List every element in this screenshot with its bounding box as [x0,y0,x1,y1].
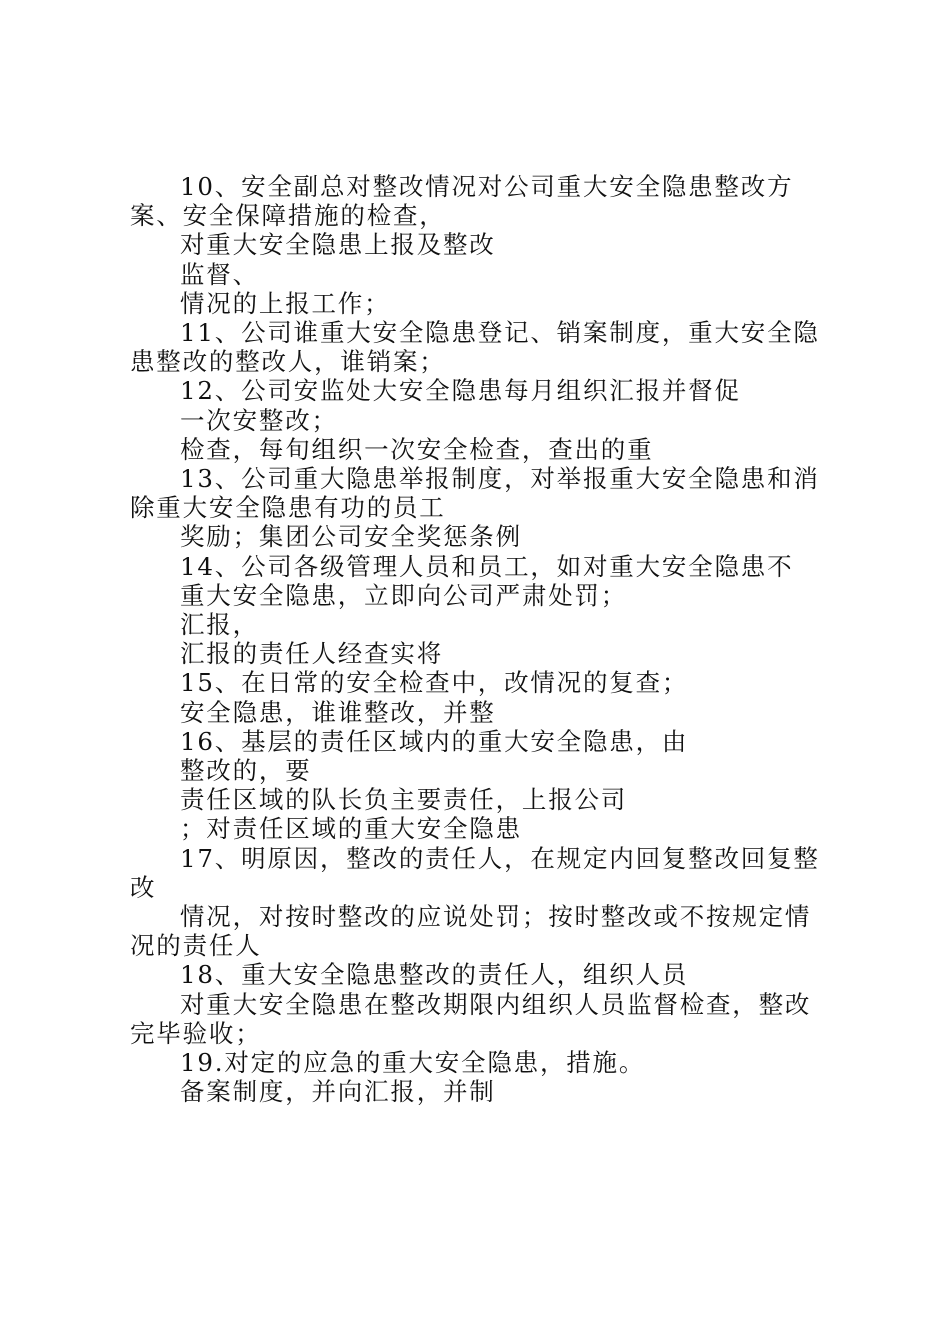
paragraph: 情况的上报工作； [180,288,391,318]
paragraph: 监督、 [180,259,259,289]
paragraph: 一次安整改； [180,405,338,435]
paragraph: 情况，对按时整改的应说处罚；按时整改或不按规定情况的责任人 [130,902,812,961]
paragraph: 汇报， [180,610,259,640]
paragraph: 13、公司重大隐患举报制度，对举报重大安全隐患和消除重大安全隐患有功的员工 [130,464,820,523]
paragraph: ；对责任区域的重大安全隐患 [180,814,522,844]
paragraph: 18、重大安全隐患整改的责任人，组织人员 [180,960,689,990]
paragraph: 10、安全副总对整改情况对公司重大安全隐患整改方案、安全保障措施的检查， [130,172,794,231]
paragraph: 16、基层的责任区域内的重大安全隐患，由 [180,726,689,756]
paragraph: 汇报的责任人经查实将 [180,639,443,669]
paragraph: 12、公司安监处大安全隐患每月组织汇报并督促 [180,376,741,406]
paragraph: 对重大安全隐患上报及整改 [180,230,496,260]
paragraph: 15、在日常的安全检查中，改情况的复查； [180,668,689,698]
paragraph: 17、明原因，整改的责任人，在规定内回复整改回复整改 [130,843,820,902]
paragraph: 14、公司各级管理人员和员工，如对重大安全隐患不 [180,551,794,581]
paragraph: 19.对定的应急的重大安全隐患，措施。 [180,1048,646,1078]
document-body [130,172,835,1107]
paragraph: 奖励；集团公司安全奖惩条例 [180,522,522,552]
paragraph: 安全隐患，谁谁整改，并整 [180,697,496,727]
paragraph: 重大安全隐患，立即向公司严肃处罚； [180,580,628,610]
paragraph: 责任区域的队长负主要责任，上报公司 [180,785,628,815]
paragraph: 检查，每旬组织一次安全检查，查出的重 [180,434,654,464]
paragraph: 整改的，要 [180,756,312,786]
paragraph: 11、公司谁重大安全隐患登记、销案制度，重大安全隐患整改的整改人，谁销案； [130,318,820,377]
paragraph: 对重大安全隐患在整改期限内组织人员监督检查，整改完毕验收； [130,989,812,1048]
paragraph: 备案制度，并向汇报，并制 [180,1077,496,1107]
